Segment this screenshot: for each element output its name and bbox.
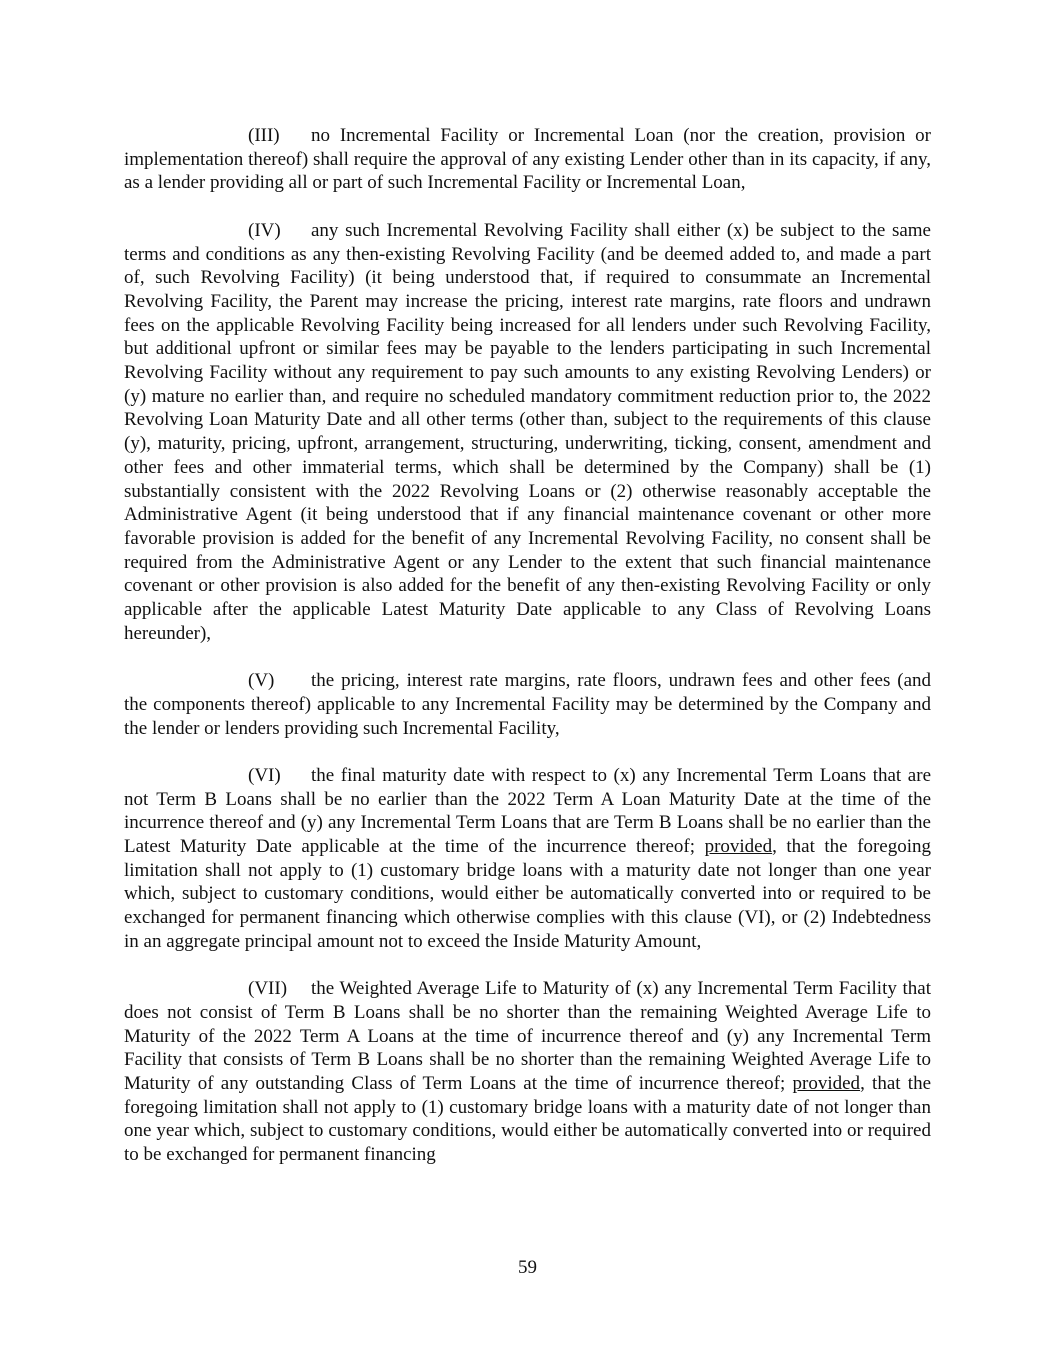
clause-number: (IV) — [248, 219, 281, 241]
clause-number: (V) — [248, 670, 275, 692]
clause-number: (VII) — [248, 978, 288, 1000]
provided-term: provided — [792, 1073, 861, 1095]
clause-text-after: , that the foregoing limitation shall not apply to (1) customary bridge loans with a maturity date of not longer than one year which, subject to customary conditions, would either be automatically converted into or required to be exchanged for permanent financing — [124, 1073, 932, 1166]
clause-number: (VI) — [248, 764, 281, 786]
document-body — [124, 124, 931, 1167]
clause-vii — [124, 977, 931, 1167]
page-number: 59 — [518, 1257, 537, 1278]
clause-number: (III) — [248, 125, 280, 146]
clause-iii — [124, 124, 931, 195]
clause-text-before: the final maturity date with respect to (x) any Incremental Term Loans that are not Term B Loans shall be no earlier than the 2022 Term A Loan Maturity Date at the time of the incurrence thereof and (y) any Incremental Term Loans that are Term B Loans shall be no earlier than the Latest Maturity Date applicable at the time of the incurrence thereof; — [124, 764, 931, 858]
clause-text-before: the Weighted Average Life to Maturity of (x) any Incremental Term Facility that does not consist of Term B Loans shall be no shorter than the remaining Weighted Average Life to Maturity of the 2022 Term A Loans at the time of incurrence thereof and (y) any Incremental Term Facility that consists of Term B Loans shall be no shorter than the remaining Weighted Average Life to Maturity of any outstanding Class of Term Loans at the time of incurrence thereof; — [124, 978, 931, 1095]
clause-vi — [124, 764, 931, 954]
clause-v — [124, 669, 931, 740]
clause-text-after: , that the foregoing limitation shall not apply to (1) customary bridge loans with a maturity date not longer than one year which, subject to customary conditions, would either be automatically converted into or required to be exchanged for permanent financing which otherwise complies with this clause (VI), or (2) Indebtedness in an aggregate principal amount not to exceed the Inside Maturity Amount, — [124, 836, 931, 952]
clause-text: any such Incremental Revolving Facility shall either (x) be subject to the same terms and conditions as any then-existing Revolving Facility (and be deemed added to, and made a part of, such Revolving Facility) (it being understood that, if required to consummate an Incremental Revolving Facility, the Parent may increase the pricing, interest rate margins, rate floors and undrawn fees on the applicable Revolving Facility being increased for all lenders under such Revolving Facility, but additional upfront or similar fees may be payable to the lenders participating in such Incremental Revolving Facility without any requirement to pay such amounts to any existing Revolving Lenders) or (y) mature no earlier than, and require no scheduled mandatory commitment reduction prior to, the 2022 Revolving Loan Maturity Date and all other terms (other than, subject to the requirements of this clause (y), maturity, pricing, upfront, arrangement, structuring, underwriting, ticking, consent, amendment and other fees and other immaterial terms, which shall be determined by the Company) shall be (1) substantially consistent with the 2022 Revolving Loans or (2) otherwise reasonably acceptable the Administrative Agent (it being understood that if any financial maintenance covenant or other more favorable provision is added for the benefit of any Incremental Revolving Facility, no consent shall be required from the Administrative Agent or any Lender to the extent that such financial maintenance covenant or other provision is also added for the benefit of any then-existing Revolving Facility or only applicable after the applicable Latest Maturity Date applicable to any Class of Revolving Loans hereunder), — [124, 219, 931, 644]
provided-term: provided — [704, 836, 773, 858]
clause-text: no Incremental Facility or Incremental Loan (nor the creation, provision or implementation thereof) shall require the approval of any existing Lender other than in its capacity, if any, as a lender providing all or part of such Incremental Facility or Incremental Loan, — [124, 125, 931, 194]
clause-text: the pricing, interest rate margins, rate floors, undrawn fees and other fees (and the components thereof) applicable to any Incremental Facility may be determined by the Company and the lender or lenders providing such Incremental Facility, — [124, 670, 931, 739]
clause-iv — [124, 219, 931, 646]
